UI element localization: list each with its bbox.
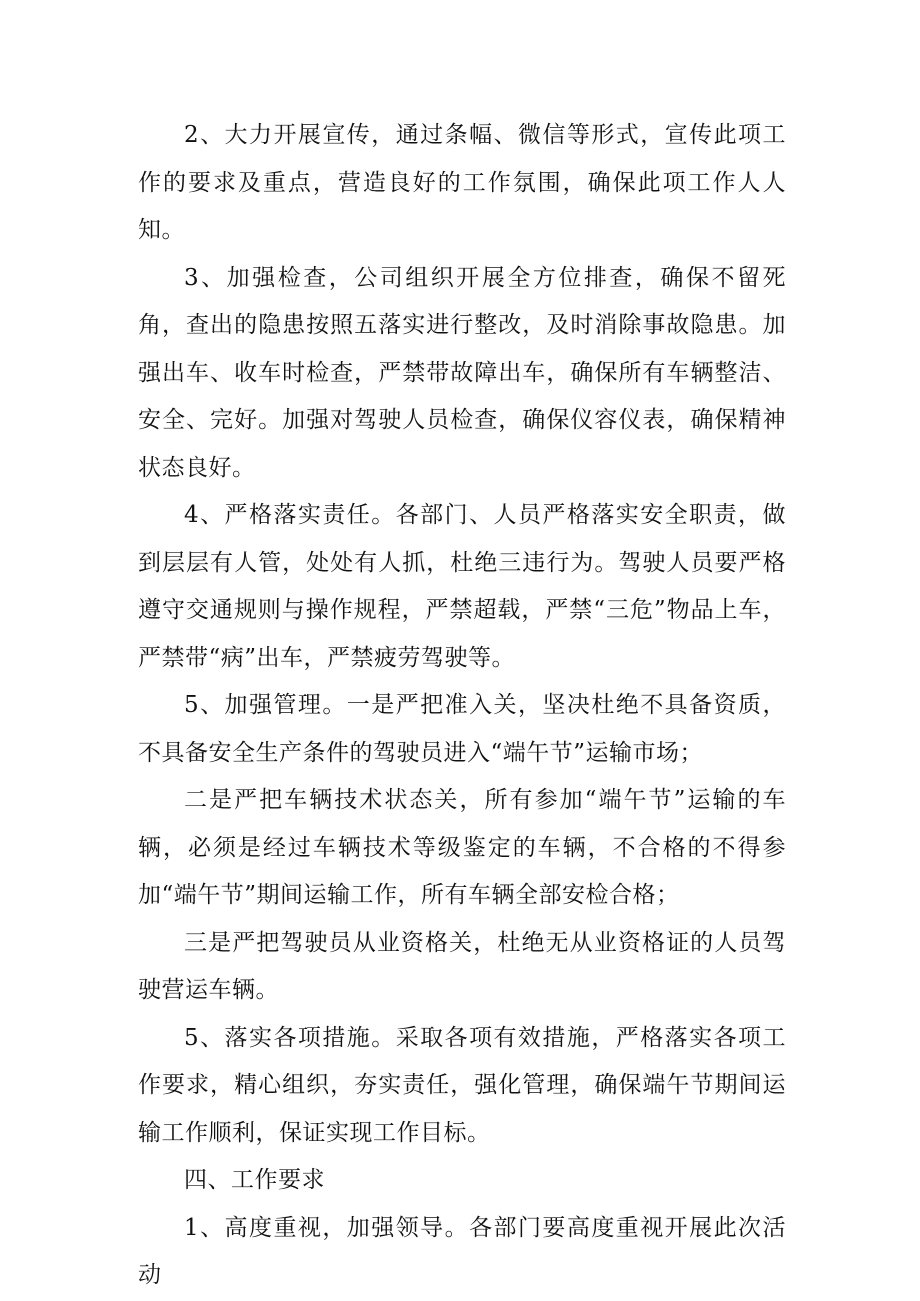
paragraph-management: 5、加强管理。一是严把准入关，坚决杜绝不具备资质，不具备安全生产条件的驾驶员进入“端午节”运输市场；: [138, 692, 786, 766]
paragraph-publicity: 2、大力开展宣传，通过条幅、微信等形式，宣传此项工作的要求及重点，营造良好的工作氛围，确保此项工作人人知。: [138, 122, 786, 243]
paragraph-responsibility: 4、严格落实责任。各部门、人员严格落实安全职责，做到层层有人管，处处有人抓，杜绝三违行为。驾驶人员要严格遵守交通规则与操作规程，严禁超载，严禁“三危”物品上车，严禁带“病”出车，严禁疲劳驾驶等。: [138, 502, 786, 671]
paragraph-leadership: 1、高度重视，加强领导。各部门要高度重视开展此次活动: [138, 1214, 786, 1288]
paragraph-inspection: 3、加强检查，公司组织开展全方位排查，确保不留死角，查出的隐患按照五落实进行整改，及时消除事故隐患。加强出车、收车时检查，严禁带故障出车，确保所有车辆整洁、安全、完好。加强对驾驶人员检查，确保仪容仪表，确保精神状态良好。: [138, 264, 786, 481]
document-body: [138, 112, 786, 1300]
paragraph-vehicle-status: 二是严把车辆技术状态关，所有参加“端午节”运输的车辆，必须是经过车辆技术等级鉴定的车辆，不合格的不得参加“端午节”期间运输工作，所有车辆全部安检合格；: [138, 787, 786, 908]
paragraph-driver-qualification: 三是严把驾驶员从业资格关，杜绝无从业资格证的人员驾驶营运车辆。: [138, 929, 786, 1003]
section-heading-work-requirements: 四、工作要求: [184, 1167, 325, 1193]
paragraph-measures: 5、落实各项措施。采取各项有效措施，严格落实各项工作要求，精心组织，夯实责任，强化管理，确保端午节期间运输工作顺利，保证实现工作目标。: [138, 1024, 786, 1146]
